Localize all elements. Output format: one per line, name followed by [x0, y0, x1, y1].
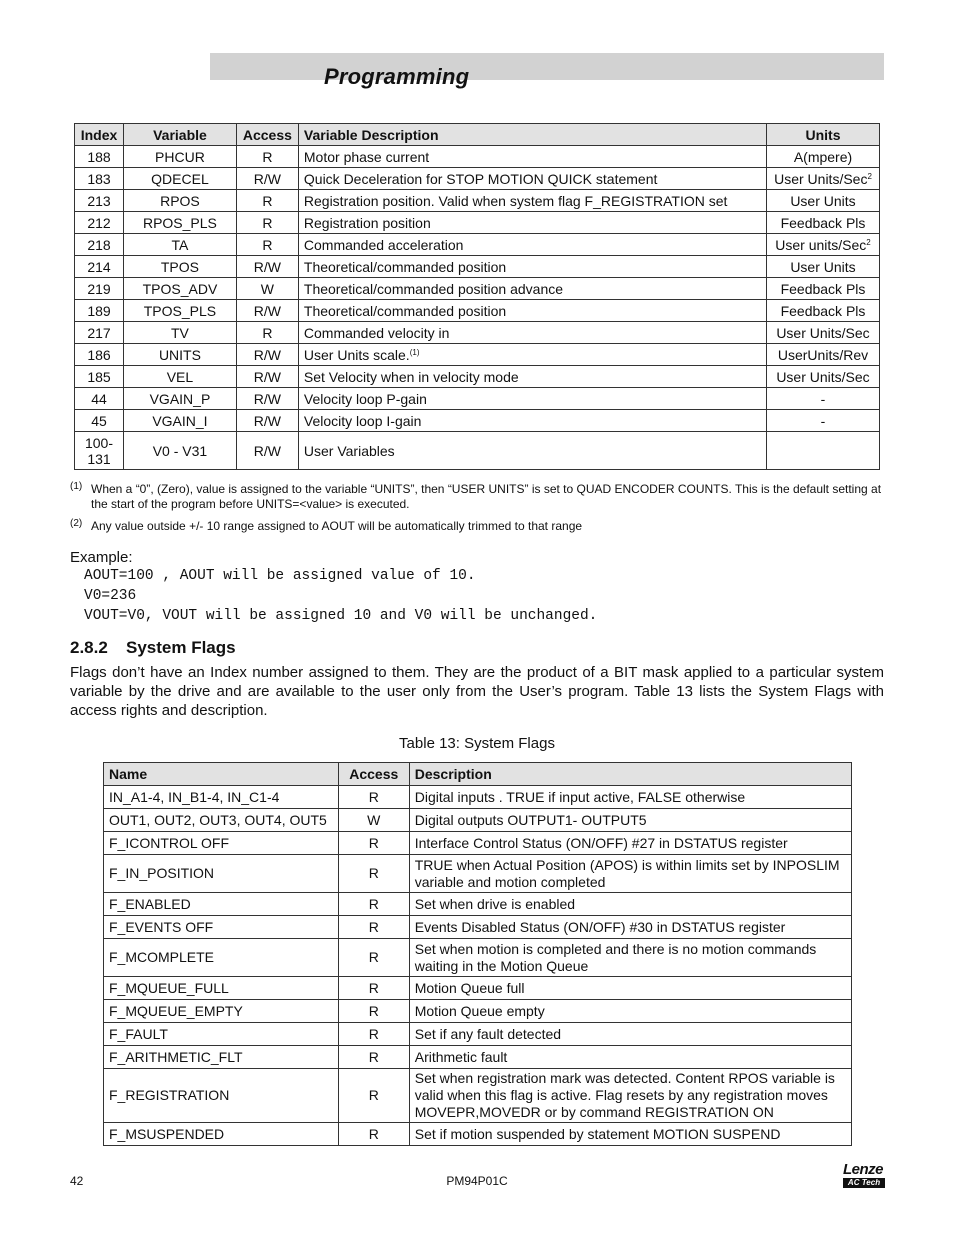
example-label: Example: [70, 549, 133, 566]
table-row [75, 410, 880, 432]
table-row [75, 190, 880, 212]
table-row [75, 300, 880, 322]
variable-cell: PHCUR [123, 146, 236, 168]
variable-cell: TV [123, 322, 236, 344]
description-cell [298, 366, 766, 388]
access-cell: R [338, 1023, 409, 1046]
variable-cell: TA [123, 234, 236, 256]
table-row [104, 977, 852, 1000]
index-cell: 45 [75, 410, 124, 432]
section-body: Flags don’t have an Index number assigned to them. They are the product of a BIT mask applied to a particular system variable by the drive and are available to the user only from the User’s program. Table 13 lists the System Flags with access rights and description. [70, 664, 884, 719]
description-cell [298, 388, 766, 410]
table-caption: Table 13: System Flags [399, 735, 555, 752]
index-cell: 44 [75, 388, 124, 410]
system-flags-table [103, 762, 852, 1146]
index-cell: 212 [75, 212, 124, 234]
units-cell [767, 278, 880, 300]
access-cell: R [236, 322, 298, 344]
access-cell: R [338, 855, 409, 893]
units-cell [767, 388, 880, 410]
description-text: Theoretical/commanded position [303, 302, 507, 319]
table-row [104, 893, 852, 916]
table-row [75, 212, 880, 234]
description-text: Velocity loop P-gain [303, 390, 427, 407]
document-id: PM94P01C [446, 1174, 508, 1188]
flag-name-cell: F_ICONTROL OFF [104, 832, 339, 855]
access-cell: R [338, 893, 409, 916]
description-cell: Set if motion suspended by statement MOTION SUSPEND [409, 1123, 851, 1146]
access-cell: R [338, 1123, 409, 1146]
index-cell: 183 [75, 168, 124, 190]
header-bar [210, 53, 884, 80]
footnote-1 [70, 482, 886, 512]
flags-table-header [104, 763, 852, 786]
access-cell: R [338, 1069, 409, 1123]
superscript: 2 [866, 237, 871, 247]
access-cell: R [236, 212, 298, 234]
table-row [75, 432, 880, 470]
variable-cell: RPOS [123, 190, 236, 212]
code-line: VOUT=V0, VOUT will be assigned 10 and V0 will be unchanged. [84, 608, 598, 624]
column-header-description: Description [409, 763, 851, 786]
index-cell: 186 [75, 344, 124, 366]
flag-name-cell: F_MSUSPENDED [104, 1123, 339, 1146]
column-header-index: Index [75, 124, 124, 146]
access-cell: R [338, 939, 409, 977]
units-text: User Units/Sec [774, 170, 868, 187]
table-row [104, 809, 852, 832]
table-row [75, 366, 880, 388]
table-row [75, 168, 880, 190]
variable-cell: UNITS [123, 344, 236, 366]
units-text: User Units [790, 258, 856, 275]
index-cell: 189 [75, 300, 124, 322]
footnote-mark: (2) [70, 518, 83, 529]
description-cell: Digital inputs . TRUE if input active, FALSE otherwise [409, 786, 851, 809]
access-cell: R/W [236, 168, 298, 190]
section-heading [70, 638, 236, 658]
access-cell: W [338, 809, 409, 832]
access-cell: R/W [236, 410, 298, 432]
page-number: 42 [70, 1174, 84, 1188]
table-row [104, 832, 852, 855]
units-text: Feedback Pls [780, 214, 866, 231]
description-cell [298, 234, 766, 256]
units-text: User Units/Sec [776, 324, 870, 341]
description-cell: Digital outputs OUTPUT1- OUTPUT5 [409, 809, 851, 832]
units-cell [767, 168, 880, 190]
flag-name-cell: F_FAULT [104, 1023, 339, 1046]
footnote-2 [70, 519, 886, 534]
table-row [104, 1123, 852, 1146]
table-row [75, 256, 880, 278]
variable-cell: VEL [123, 366, 236, 388]
access-cell: R [338, 832, 409, 855]
column-header-variable: Variable [123, 124, 236, 146]
index-cell: 217 [75, 322, 124, 344]
table-row [104, 1069, 852, 1123]
column-header-access: Access [236, 124, 298, 146]
description-text: Theoretical/commanded position [303, 258, 507, 275]
column-header-description: Variable Description [298, 124, 766, 146]
description-cell [298, 168, 766, 190]
table-row [104, 916, 852, 939]
description-cell [298, 432, 766, 470]
access-cell: R [338, 1046, 409, 1069]
access-cell: R/W [236, 432, 298, 470]
description-cell [298, 212, 766, 234]
description-cell: Events Disabled Status (ON/OFF) #30 in DSTATUS register [409, 916, 851, 939]
description-text: Registration position [303, 214, 431, 231]
section-number: 2.8.2 [70, 638, 108, 657]
access-cell: R [236, 190, 298, 212]
lenze-logo [843, 1163, 885, 1188]
flag-name-cell: IN_A1-4, IN_B1-4, IN_C1-4 [104, 786, 339, 809]
variable-cell: QDECEL [123, 168, 236, 190]
variable-cell: TPOS_PLS [123, 300, 236, 322]
access-cell: R [338, 977, 409, 1000]
table-row [104, 855, 852, 893]
units-text: User Units [790, 192, 856, 209]
column-header-units: Units [767, 124, 880, 146]
footnote-ref: (1) [409, 347, 420, 357]
table-row [75, 146, 880, 168]
table-row [104, 1000, 852, 1023]
description-cell: Set when drive is enabled [409, 893, 851, 916]
description-cell: Set when registration mark was detected. Content RPOS variable is valid when this flag is active. Flag resets by any registration moves MOVEPR,MOVEDR or by command REGISTRATION ON [409, 1069, 851, 1123]
description-cell [298, 322, 766, 344]
flag-name-cell: OUT1, OUT2, OUT3, OUT4, OUT5 [104, 809, 339, 832]
access-cell: R [338, 786, 409, 809]
access-cell: R/W [236, 344, 298, 366]
flag-name-cell: F_MQUEUE_EMPTY [104, 1000, 339, 1023]
footnote-text: Any value outside +/- 10 range assigned to AOUT will be automatically trimmed to that range [91, 519, 583, 533]
page-title: Programming [324, 64, 470, 89]
index-cell: 219 [75, 278, 124, 300]
description-cell: Arithmetic fault [409, 1046, 851, 1069]
description-text: Commanded acceleration [303, 236, 464, 253]
access-cell: R [338, 1000, 409, 1023]
units-cell [767, 300, 880, 322]
flag-name-cell: F_MCOMPLETE [104, 939, 339, 977]
description-cell: Motion Queue empty [409, 1000, 851, 1023]
access-cell: R/W [236, 300, 298, 322]
access-cell: W [236, 278, 298, 300]
access-cell: R [236, 146, 298, 168]
units-text: A(mpere) [793, 148, 853, 165]
description-cell [298, 146, 766, 168]
units-text: UserUnits/Rev [777, 346, 869, 363]
footnote-mark: (1) [70, 481, 83, 492]
table-row [75, 322, 880, 344]
table-row [75, 234, 880, 256]
access-cell: R [236, 234, 298, 256]
description-cell: TRUE when Actual Position (APOS) is within limits set by INPOSLIM variable and motion completed [409, 855, 851, 893]
variables-table-header [75, 124, 880, 146]
description-text: Velocity loop I-gain [303, 412, 422, 429]
index-cell: 218 [75, 234, 124, 256]
index-cell: 185 [75, 366, 124, 388]
units-cell [767, 146, 880, 168]
description-text: Commanded velocity in [303, 324, 450, 341]
flag-name-cell: F_REGISTRATION [104, 1069, 339, 1123]
index-cell: 214 [75, 256, 124, 278]
description-cell [298, 300, 766, 322]
units-cell [767, 212, 880, 234]
description-text: User Variables [303, 442, 395, 459]
table-row [75, 344, 880, 366]
flag-name-cell: F_ENABLED [104, 893, 339, 916]
superscript: 2 [867, 171, 872, 181]
variable-cell: TPOS [123, 256, 236, 278]
units-cell [767, 256, 880, 278]
index-cell: 213 [75, 190, 124, 212]
description-cell: Motion Queue full [409, 977, 851, 1000]
table-row [75, 278, 880, 300]
units-cell [767, 190, 880, 212]
description-cell [298, 344, 766, 366]
units-cell [767, 322, 880, 344]
section-title: System Flags [126, 638, 236, 657]
access-cell: R [338, 916, 409, 939]
units-text: - [820, 412, 826, 429]
table-row [104, 939, 852, 977]
flag-name-cell: F_IN_POSITION [104, 855, 339, 893]
units-text: Feedback Pls [780, 280, 866, 297]
units-cell [767, 432, 880, 470]
units-cell [767, 366, 880, 388]
description-text: Set Velocity when in velocity mode [303, 368, 519, 385]
description-cell [298, 410, 766, 432]
index-cell: 188 [75, 146, 124, 168]
variable-cell: VGAIN_P [123, 388, 236, 410]
description-cell [298, 256, 766, 278]
table-row [104, 786, 852, 809]
description-cell: Interface Control Status (ON/OFF) #27 in DSTATUS register [409, 832, 851, 855]
access-cell: R/W [236, 256, 298, 278]
code-line: V0=236 [84, 588, 137, 604]
units-text: User units/Sec [775, 236, 867, 253]
units-cell [767, 410, 880, 432]
units-cell [767, 234, 880, 256]
footnote-text: When a “0”, (Zero), value is assigned to the variable “UNITS”, then “USER UNITS” is set to QUAD ENCODER COUNTS. This is the default setting at the start of the program before UNITS=<value> is executed. [91, 482, 882, 511]
variable-cell: V0 - V31 [123, 432, 236, 470]
code-line: AOUT=100 , AOUT will be assigned value of 10. [84, 568, 476, 584]
units-text: - [820, 390, 826, 407]
logo-subtext: AC Tech [843, 1178, 885, 1188]
units-text: Feedback Pls [780, 302, 866, 319]
table-row [75, 388, 880, 410]
flag-name-cell: F_EVENTS OFF [104, 916, 339, 939]
description-text: Theoretical/commanded position advance [303, 280, 564, 297]
description-text: Registration position. Valid when system flag F_REGISTRATION set [303, 192, 728, 209]
units-text: User Units/Sec [776, 368, 870, 385]
flag-name-cell: F_MQUEUE_FULL [104, 977, 339, 1000]
description-text: Motor phase current [303, 148, 430, 165]
variables-table [74, 123, 880, 470]
table-row [104, 1023, 852, 1046]
description-cell: Set when motion is completed and there is no motion commands waiting in the Motion Queue [409, 939, 851, 977]
access-cell: R/W [236, 366, 298, 388]
description-cell [298, 278, 766, 300]
variable-cell: VGAIN_I [123, 410, 236, 432]
column-header-name: Name [104, 763, 339, 786]
description-cell [298, 190, 766, 212]
column-header-access: Access [338, 763, 409, 786]
table-row [104, 1046, 852, 1069]
description-cell: Set if any fault detected [409, 1023, 851, 1046]
description-text: User Units scale. [303, 346, 410, 363]
variable-cell: RPOS_PLS [123, 212, 236, 234]
access-cell: R/W [236, 388, 298, 410]
description-text: Quick Deceleration for STOP MOTION QUICK statement [303, 170, 658, 187]
flag-name-cell: F_ARITHMETIC_FLT [104, 1046, 339, 1069]
logo-text: Lenze [843, 1161, 884, 1178]
variable-cell: TPOS_ADV [123, 278, 236, 300]
index-cell: 100- 131 [75, 432, 124, 470]
units-cell [767, 344, 880, 366]
